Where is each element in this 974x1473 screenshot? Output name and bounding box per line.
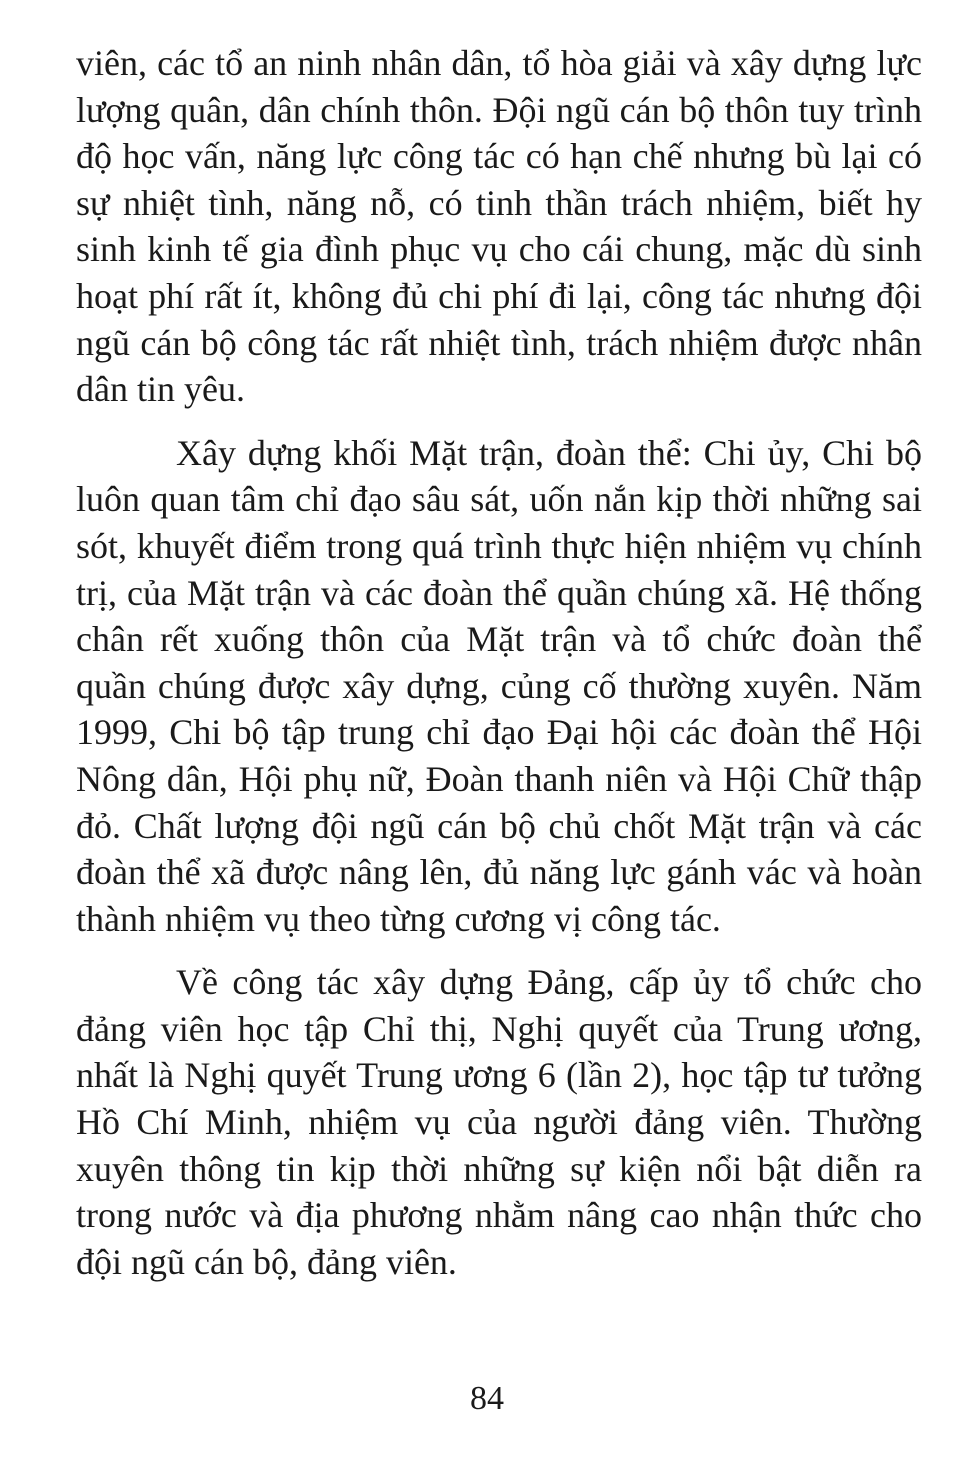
paragraph-3: Về công tác xây dựng Đảng, cấp ủy tổ chức cho đảng viên học tập Chỉ thị, Nghị quyết của Trung ương, nhất là Nghị quyết Trung ương 6 (lần 2), học tập tư tưởng Hồ Chí Minh, nhiệm vụ của người đảng viên. Thường xuyên thông tin kịp thời những sự kiện nổi bật diễn ra trong nước và địa phương nhằm nâng cao nhận thức cho đội ngũ cán bộ, đảng viên. [76,962,922,1282]
page-body [76,40,922,1285]
paragraph-1: viên, các tổ an ninh nhân dân, tổ hòa giải và xây dựng lực lượng quân, dân chính thôn. Đội ngũ cán bộ thôn tuy trình độ học vấn, năng lực công tác có hạn chế nhưng bù lại có sự nhiệt tình, năng nỗ, có tinh thần trách nhiệm, biết hy sinh kinh tế gia đình phục vụ cho cái chung, mặc dù sinh hoạt phí rất ít, không đủ chi phí đi lại, công tác nhưng đội ngũ cán bộ công tác rất nhiệt tình, trách nhiệm được nhân dân tin yêu. [76,43,922,410]
paragraph-2: Xây dựng khối Mặt trận, đoàn thể: Chi ủy, Chi bộ luôn quan tâm chỉ đạo sâu sát, uốn nắn kịp thời những sai sót, khuyết điểm trong quá trình thực hiện nhiệm vụ chính trị, của Mặt trận và các đoàn thể quần chúng xã. Hệ thống chân rết xuống thôn của Mặt trận và tổ chức đoàn thể quần chúng được xây dựng, củng cố thường xuyên. Năm 1999, Chi bộ tập trung chỉ đạo Đại hội các đoàn thể Hội Nông dân, Hội phụ nữ, Đoàn thanh niên và Hội Chữ thập đỏ. Chất lượng đội ngũ cán bộ chủ chốt Mặt trận và các đoàn thể xã được nâng lên, đủ năng lực gánh vác và hoàn thành nhiệm vụ theo từng cương vị công tác. [76,432,922,939]
page-number: 84 [470,1380,504,1417]
